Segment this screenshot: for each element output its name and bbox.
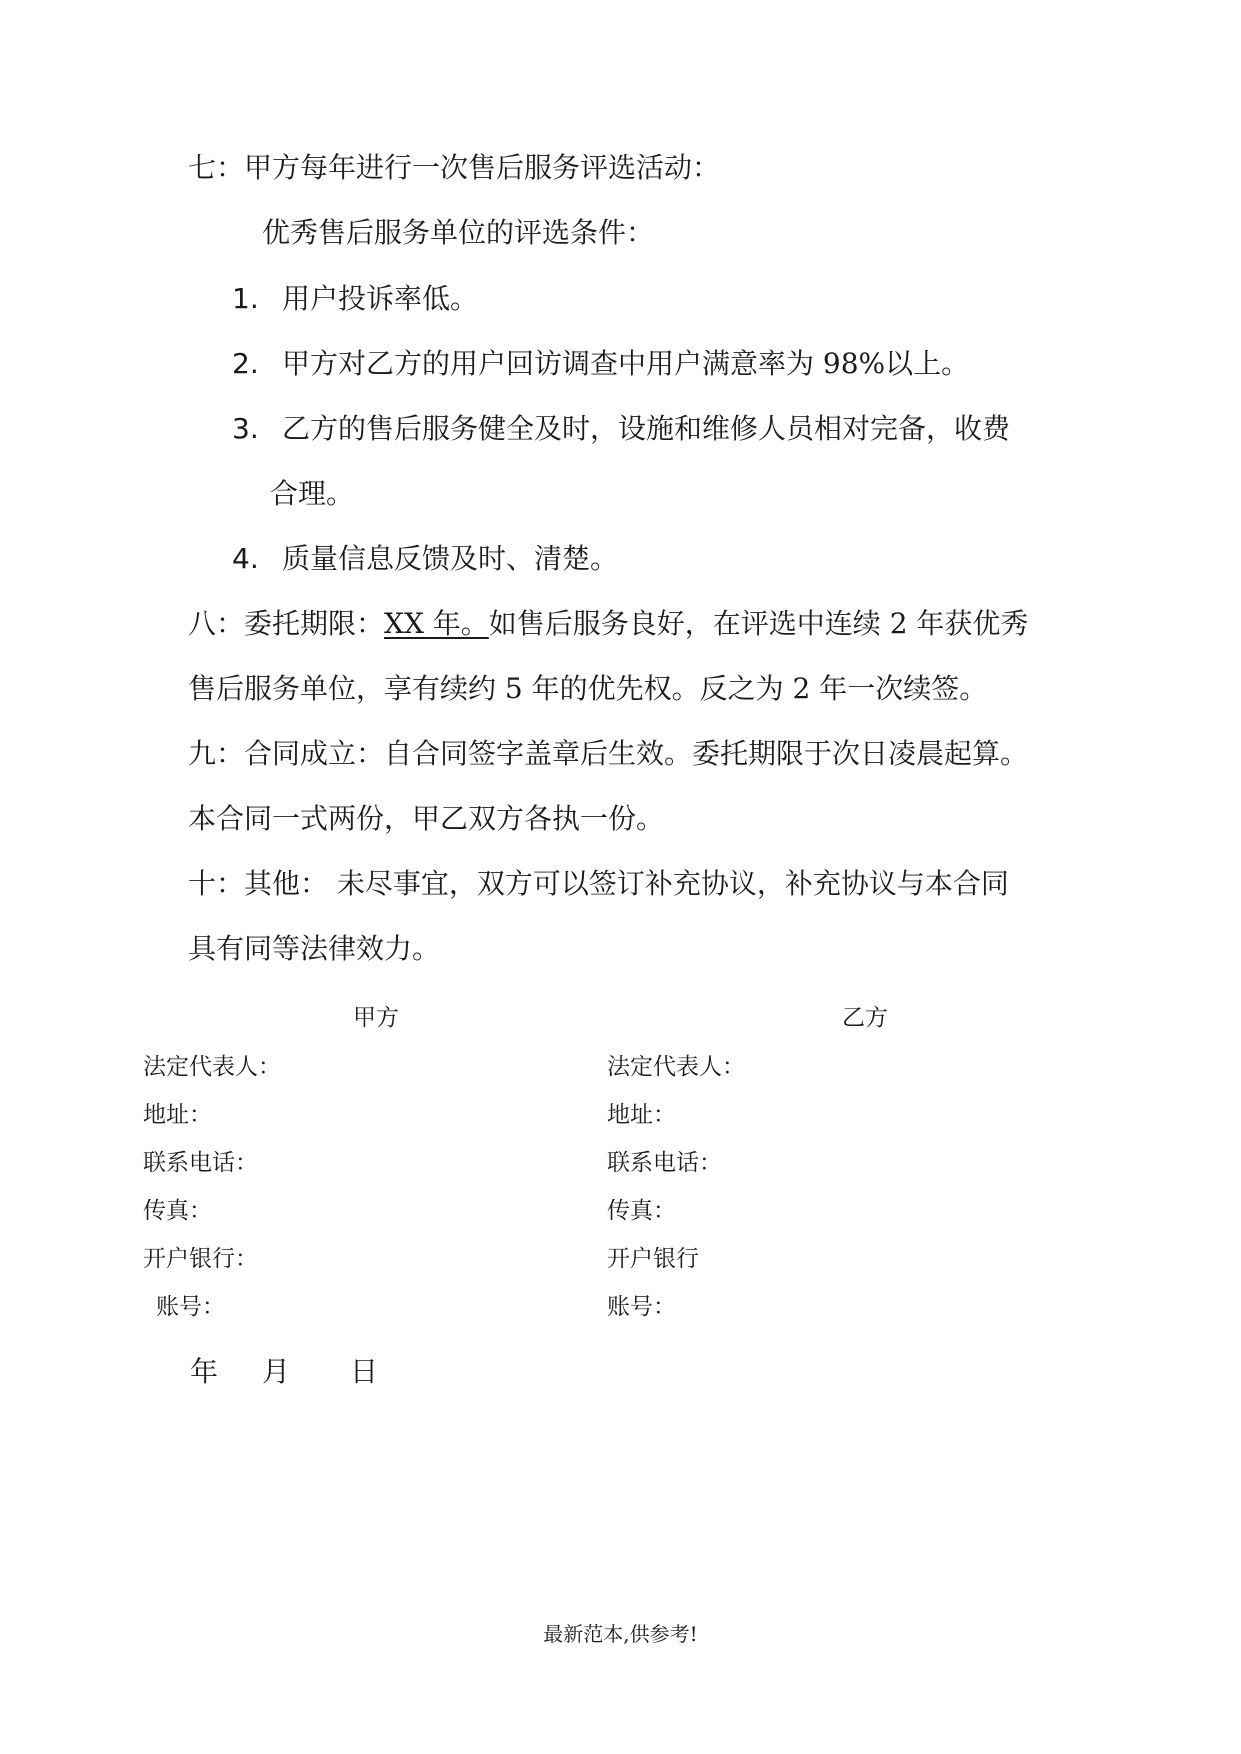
party-b-title: 乙方 (842, 1005, 888, 1031)
section-10-line-1: 十：其他： 未尽事宜，双方可以签订补充协议，补充协议与本合同 (188, 867, 1009, 900)
list-item (232, 344, 969, 384)
party-a-address: 地址： (143, 1102, 212, 1128)
list-item-text: 乙方的售后服务健全及时，设施和维修人员相对完备，收费 (282, 412, 1011, 445)
party-b-phone: 联系电话： (607, 1150, 722, 1176)
section-10-line-2: 具有同等法律效力。 (188, 932, 441, 965)
footer-note: 最新范本,供参考! (543, 1622, 698, 1646)
party-b-fax: 传真： (607, 1198, 676, 1224)
list-item (232, 279, 478, 319)
section-8-rest: 如售后服务良好，在评选中连续 2 年获优秀 (488, 607, 1029, 640)
contract-term: XX 年。 (384, 607, 489, 640)
list-item-number: 2. (232, 347, 259, 380)
list-item-number: 4. (232, 542, 259, 575)
party-a-fax: 传真： (143, 1198, 212, 1224)
section-9-line-1: 九：合同成立：自合同签字盖章后生效。委托期限于次日凌晨起算。 (188, 737, 1029, 770)
section-8-line-2: 售后服务单位，享有续约 5 年的优先权。反之为 2 年一次续签。 (188, 672, 988, 705)
list-item-number: 3. (232, 412, 259, 445)
section-7-subheading: 优秀售后服务单位的评选条件： (262, 216, 655, 249)
party-b-legal-rep: 法定代表人： (607, 1054, 745, 1080)
date-day: 日 (350, 1355, 379, 1388)
list-item-text: 甲方对乙方的用户回访调查中用户满意率为 98%以上。 (282, 347, 970, 380)
section-8-line-1 (188, 604, 1028, 644)
list-item-text: 质量信息反馈及时、清楚。 (282, 542, 619, 575)
party-b-address: 地址： (607, 1102, 676, 1128)
section-8-prefix: 八：委托期限： (188, 607, 385, 640)
party-a-bank: 开户银行： (143, 1246, 258, 1272)
party-a-phone: 联系电话： (143, 1150, 258, 1176)
list-item (232, 409, 1010, 449)
party-b-bank: 开户银行 (607, 1246, 699, 1272)
date-month: 月 (262, 1355, 291, 1388)
list-item (232, 539, 618, 579)
date-year: 年 (190, 1355, 219, 1388)
list-item-text: 用户投诉率低。 (282, 282, 479, 315)
list-item-number: 1. (232, 282, 259, 315)
section-9-line-2: 本合同一式两份，甲乙双方各执一份。 (188, 802, 665, 835)
party-b-account: 账号： (607, 1294, 676, 1320)
section-7-heading: 七：甲方每年进行一次售后服务评选活动： (188, 151, 721, 184)
party-a-account: 账号： (156, 1294, 225, 1320)
party-a-legal-rep: 法定代表人： (143, 1054, 281, 1080)
list-item-continuation: 合理。 (270, 477, 355, 510)
party-a-title: 甲方 (353, 1005, 399, 1031)
